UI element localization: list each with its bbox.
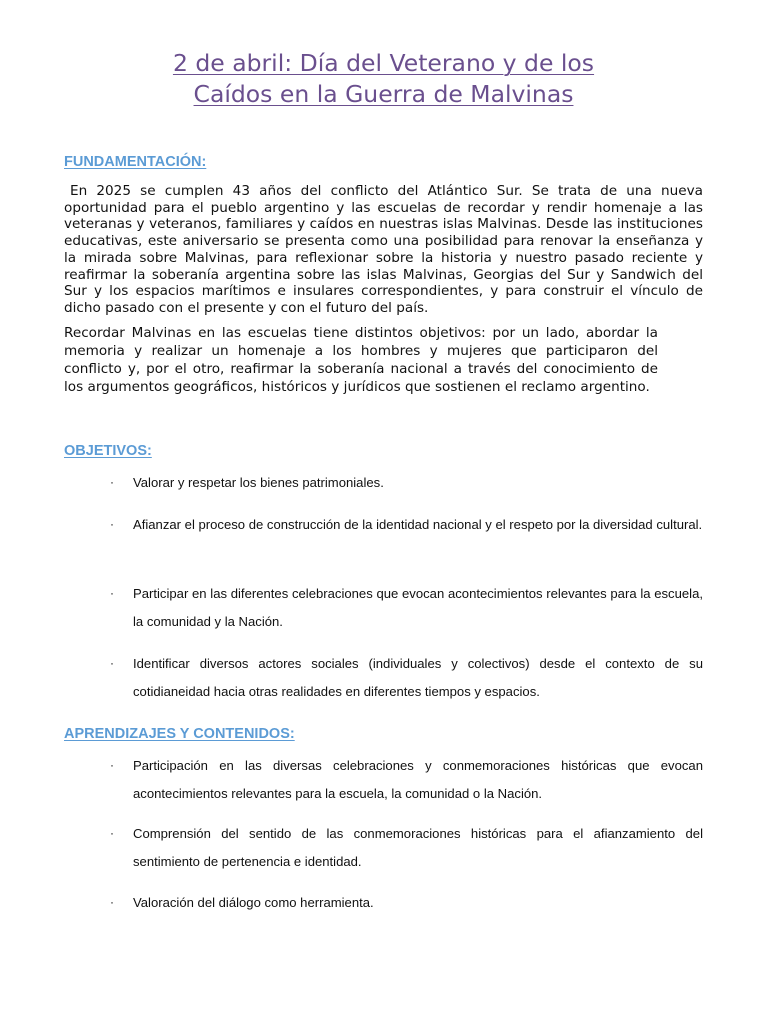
list-item [110,511,703,539]
title-line-1: 2 de abril: Día del Veterano y de los [172,49,595,77]
list-item-text: Identificar diversos actores sociales (individuales y colectivos) desde el contexto de su cotidianeidad hacia otras realidades en diferentes tiempos y espacios. [133,656,703,699]
list-item [110,889,703,917]
list-item-text: Comprensión del sentido de las conmemoraciones históricas para el afianzamiento del sentimiento de pertenencia e identidad. [133,826,703,869]
fundamentacion-paragraph-1: En 2025 se cumplen 43 años del conflicto del Atlántico Sur. Se trata de una nueva oportunidad para el pueblo argentino y las escuelas de recordar y rendir homenaje a las veteranas y veteranos, familiares y caídos en nuestras islas Malvinas. Desde las instituciones educativas, este aniversario se presenta como una posibilidad para renovar la enseñanza y la mirada sobre Malvinas, para reflexionar sobre la historia y nuestro pasado reciente y reafirmar la soberanía argentina sobre las islas Malvinas, Georgias del Sur y Sandwich del Sur y los espacios marítimos e insulares correspondientes, y para construir el vínculo de dicho pasado con el presente y con el futuro del país. [64,183,703,316]
list-item-text: Participación en las diversas celebraciones y conmemoraciones históricas que evocan acontecimientos relevantes para la escuela, la comunidad o la Nación. [133,758,703,801]
heading-fundamentacion: FUNDAMENTACIÓN: [64,154,207,170]
list-item [110,469,703,497]
list-item-text: Afianzar el proceso de construcción de la identidad nacional y el respeto por la diversidad cultural. [133,517,703,532]
bullet-icon: · [110,758,114,772]
list-item [110,752,703,807]
bullet-icon: · [110,826,114,840]
bullet-icon: · [110,656,114,670]
document-title [64,48,703,110]
bullet-icon: · [110,586,114,600]
heading-aprendizajes: APRENDIZAJES Y CONTENIDOS: [64,726,295,742]
title-line-2: Caídos en la Guerra de Malvinas [193,80,574,108]
list-item-text: Participar en las diferentes celebraciones que evocan acontecimientos relevantes para la escuela, la comunidad y la Nación. [133,586,703,629]
list-item-text: Valoración del diálogo como herramienta. [133,895,374,910]
bullet-icon: · [110,517,114,531]
list-item [110,650,703,705]
fundamentacion-paragraph-2: Recordar Malvinas en las escuelas tiene distintos objetivos: por un lado, abordar la memoria y realizar un homenaje a los hombres y mujeres que participaron del conflicto y, por el otro, reafirmar la soberanía nacional a través del conocimiento de los argumentos geográficos, históricos y jurídicos que sostienen el reclamo argentino. [64,325,658,395]
bullet-icon: · [110,475,114,489]
list-item [110,820,703,875]
list-item-text: Valorar y respetar los bienes patrimoniales. [133,475,384,490]
heading-objetivos: OBJETIVOS: [64,443,152,459]
list-item [110,580,703,635]
bullet-icon: · [110,895,114,909]
